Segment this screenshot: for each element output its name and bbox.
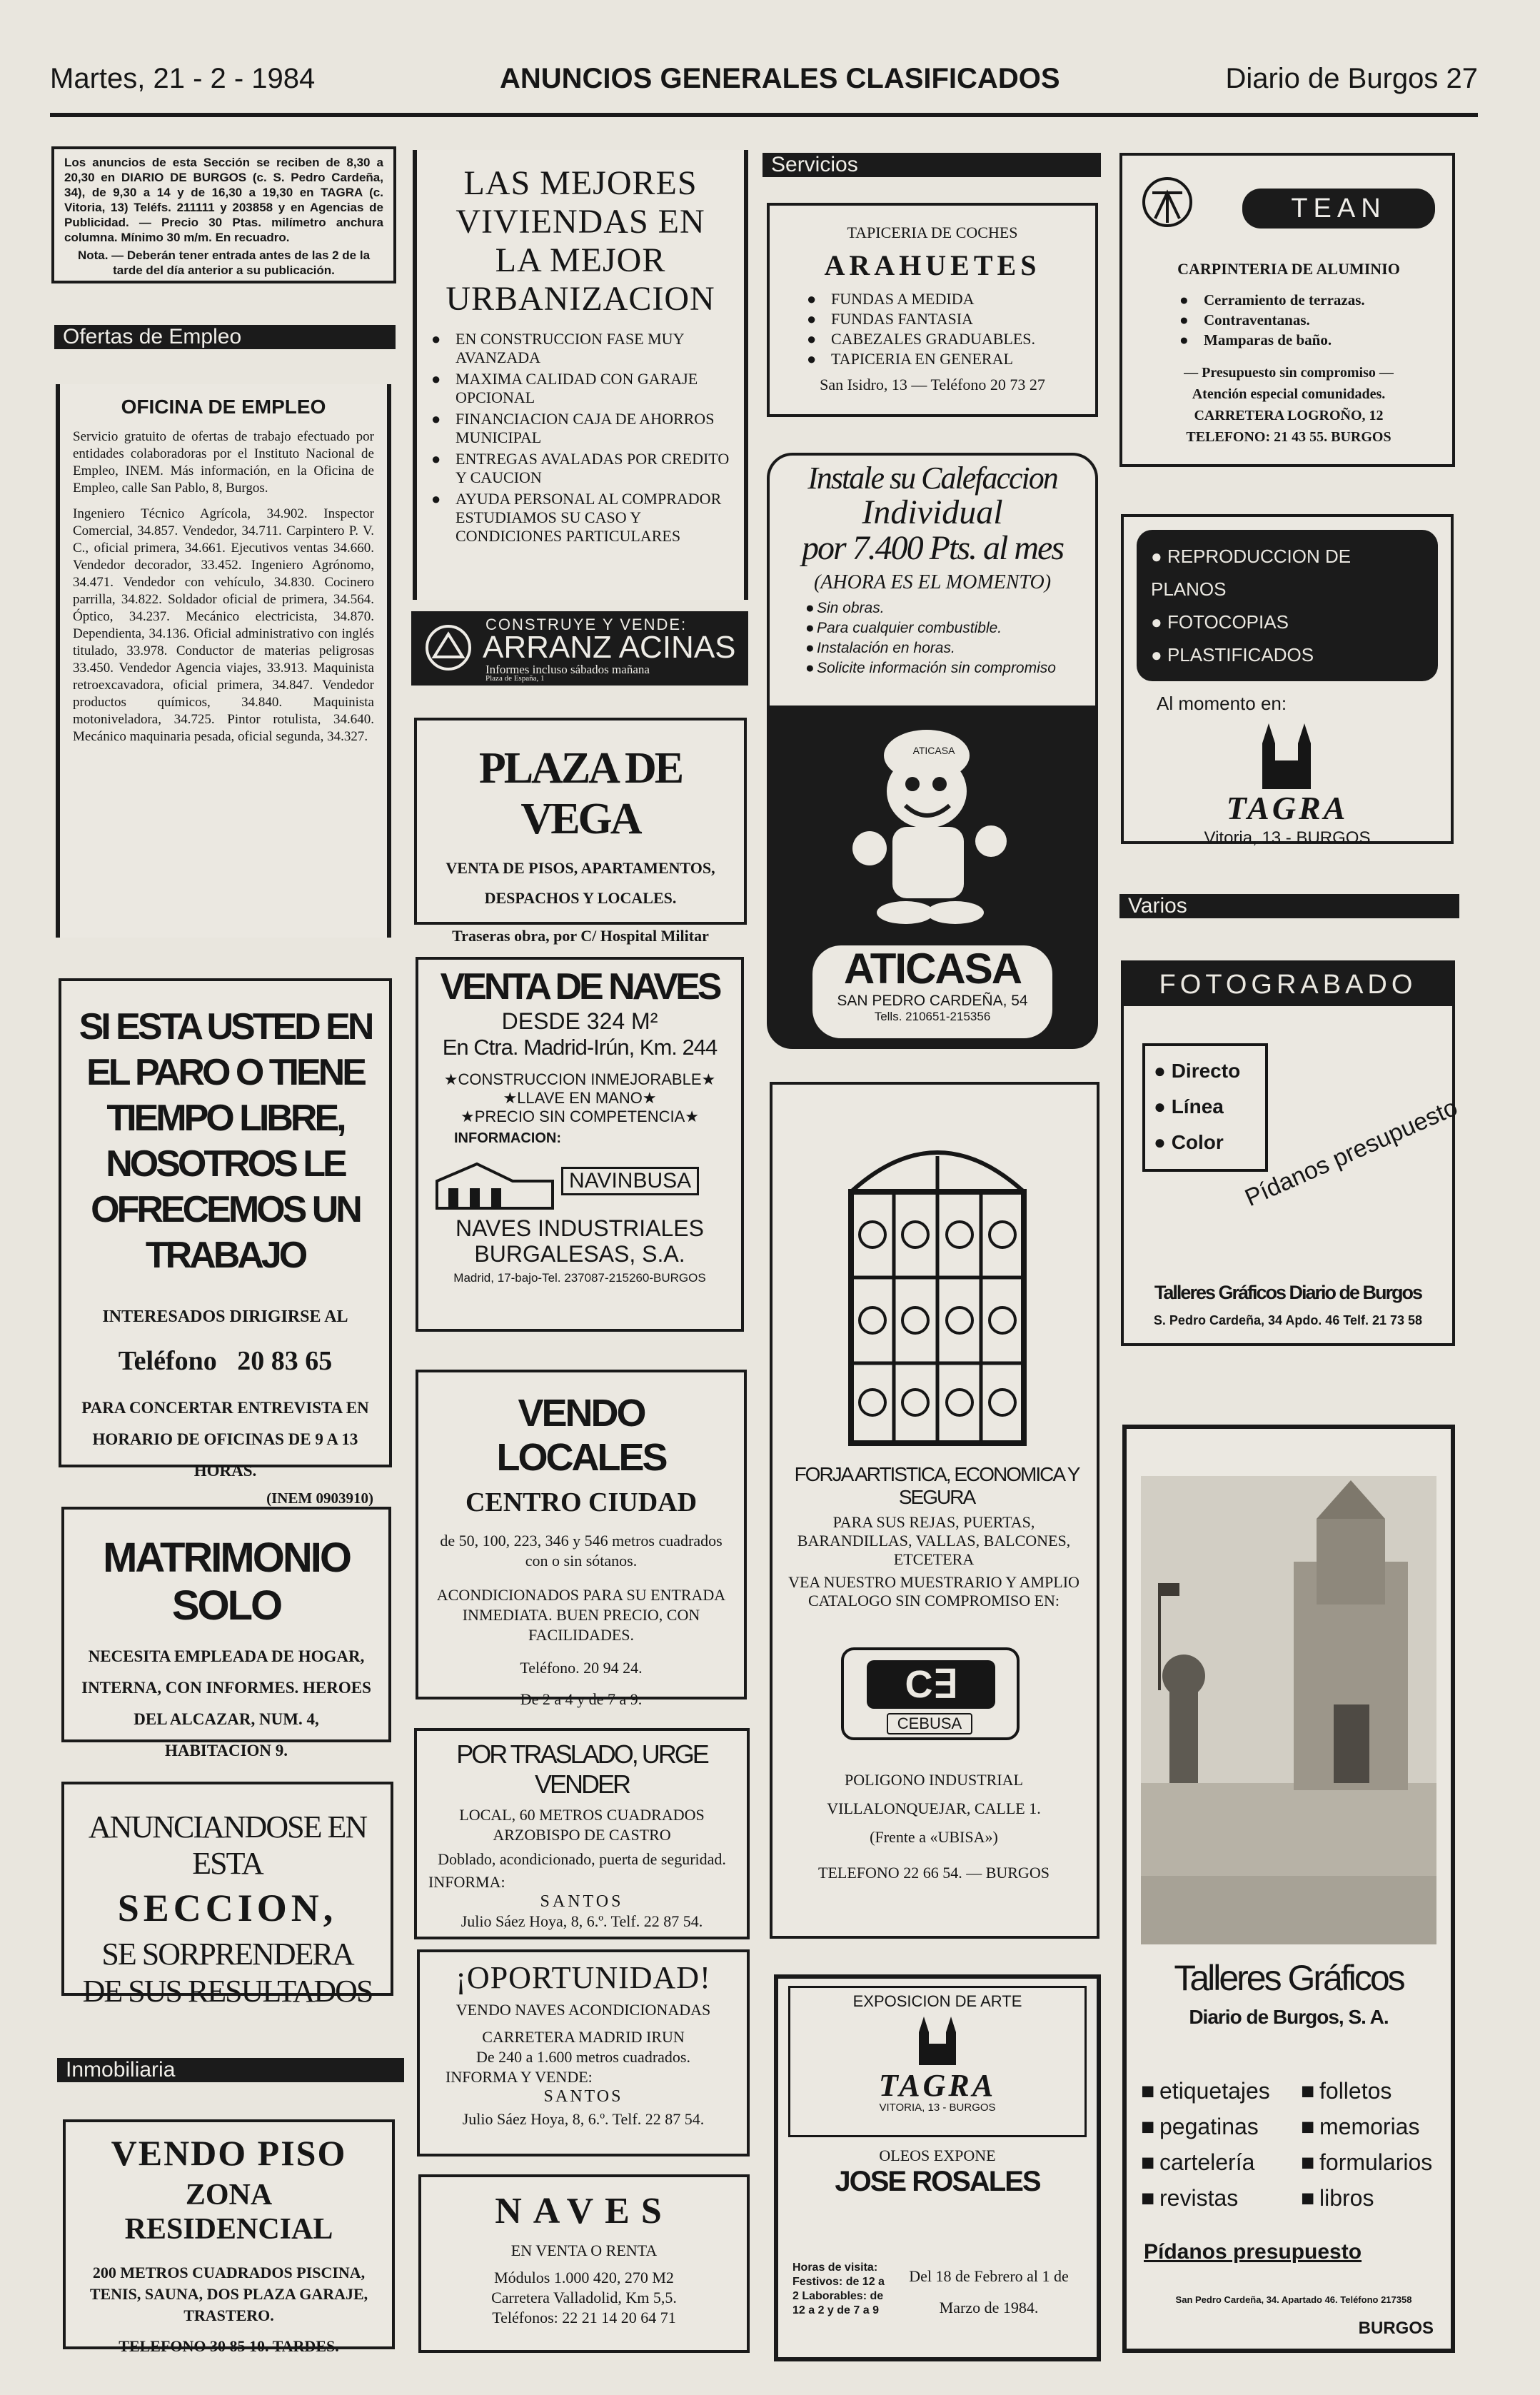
tean-l4: TELEFONO: 21 43 55. BURGOS [1186,429,1391,445]
forja-title: FORJA ARTISTICA, ECONOMICA Y SEGURA [794,1463,1079,1508]
arranz-name: ARRANZ ACINAS [483,630,736,665]
mejores-viviendas-ad [413,150,748,600]
repro-item-1-text: FOTOCOPIAS [1167,611,1289,633]
traslado-ad [414,1728,750,1939]
forja-p1: POLIGONO INDUSTRIAL [845,1771,1023,1789]
tean-list [1179,288,1365,351]
mejores-list [431,330,730,546]
vendo-piso-ad [63,2119,395,2355]
mascot-cap-text: ATICASA [912,745,955,756]
locales-title: VENDO LOCALES [496,1392,666,1479]
section-bar-empleo: Ofertas de Empleo [54,325,396,349]
foto-name: Talleres Gráficos Diario de Burgos [1154,1282,1422,1303]
cebusa-logo [841,1647,1020,1740]
tean-l1: — Presupuesto sin compromiso — [1184,365,1394,381]
oportunidad-l1: VENDO NAVES ACONDICIONADAS [456,2001,711,2019]
tean-logo: TEAN [1242,189,1435,229]
newspaper-page: Diario de Burgos 27 [1225,63,1478,94]
naves-venta-b1: ★CONSTRUCCION INMEJORABLE★ [443,1070,716,1088]
anunciandose-l3: SE SORPRENDERA DE SUS RESULTADOS [82,1937,373,2009]
list-item: ● AYUDA PERSONAL AL COMPRADOR ESTUDIAMOS SU CASO Y CONDICIONES PARTICULARES [431,490,730,546]
oportunidad-l3: De 240 a 1.600 metros cuadrados. [476,2048,690,2066]
talleres-sub: Diario de Burgos, S. A. [1189,2006,1389,2028]
naves-venta-info: INFORMACION: [454,1130,561,1146]
list-item: ● Cerramiento de terrazas. [1179,291,1365,308]
naves-ad [418,2174,750,2353]
cathedral-icon [1258,722,1315,790]
list-item: ● MAXIMA CALIDAD CON GARAJE OPCIONAL [431,370,730,407]
expo-hours: Horas de visita: Festivos: de 12 a 2 Laborables: de 12 a 2 y de 7 a 9 [792,2261,885,2316]
oportunidad-addr: Julio Sáez Hoya, 8, 6.º. Telf. 22 87 54. [462,2110,705,2128]
cebusa-text: CEBUSA [887,1713,972,1734]
oficina-empleo-ad [56,384,391,938]
exposicion-ad [774,1974,1101,2361]
matrimonio-text: NECESITA EMPLEADA DE HOGAR, INTERNA, CON INFORMES. HEROES DEL ALCAZAR, NUM. 4, HABITACION 9. [81,1647,371,1759]
foto-opt-0: ● Directo [1154,1060,1241,1082]
plaza-vega-ad [414,718,747,945]
matrimonio-ad [61,1507,391,1759]
list-item: ● ENTREGAS AVALADAS POR CREDITO Y CAUCION [431,450,730,487]
calef-l1: Instale su Calefaccion [807,461,1057,496]
traslado-l1: LOCAL, 60 METROS CUADRADOS ARZOBISPO DE CASTRO [459,1806,705,1844]
issue-date: Martes, 21 - 2 - 1984 [50,63,316,94]
calef-l2: Individual [862,493,1003,531]
repro-item-2-text: PLASTIFICADOS [1167,644,1314,666]
paro-l2: PARA CONCERTAR ENTREVISTA EN HORARIO DE OFICINAS DE 9 A 13 HORAS. [81,1399,369,1480]
section-bar-varios: Varios [1119,894,1459,918]
mejores-title: LAS MEJORES VIVIENDAS EN LA MEJOR URBANIZACION [446,164,715,318]
piso-phone: TELEFONO 30 85 10. TARDES. [119,2337,339,2355]
list-item: ● CABEZALES GRADUABLES. [807,331,1079,348]
tapiceria-list [807,291,1079,368]
anunciandose-l2: SECCION, [117,1887,338,1929]
paro-ref: (INEM 0903910) [266,1490,373,1507]
tean-l3: CARRETERA LOGROÑO, 12 [1194,408,1384,423]
foto-opt-1-text: Línea [1171,1095,1224,1118]
arranz-banner [411,611,748,686]
repro-item-2: ● PLASTIFICADOS [1151,644,1314,666]
expo-top: EXPOSICION DE ARTE [852,1992,1022,2010]
aticasa-tel: Tells. 210651-215356 [874,1010,991,1023]
notice-box [51,146,396,283]
vendo-locales-ad [416,1370,747,1708]
tean-ad [1119,153,1455,467]
notice-note: Nota. — Deberán tener entrada antes de las 2 de la tarde del día anterior a su publicación. [77,248,371,277]
calef-l4: (AHORA ES EL MOMENTO) [813,571,1052,593]
list-item: ● Contraventanas. [1179,311,1365,328]
arranz-top: CONSTRUYE Y VENDE: [485,616,688,633]
naves-l1: EN VENTA O RENTA [510,2241,658,2259]
traslado-addr: Julio Sáez Hoya, 8, 6.º. Telf. 22 87 54. [461,1912,703,1930]
navinbusa-logo [426,1150,734,1215]
reproduccion-ad [1121,514,1454,848]
naves-l2: Módulos 1.000 420, 270 M2 [494,2269,674,2286]
forja-ad [770,1082,1099,1939]
talleres-city: BURGOS [1358,2319,1434,2338]
expo-dates: Del 18 de Febrero al 1 de Marzo de 1984. [909,2267,1069,2316]
naves-venta-l1: DESDE 324 M² [501,1008,658,1034]
notice-text: Los anuncios de esta Sección se reciben de 8,30 a 20,30 en DIARIO DE BURGOS (c. S. Pedro Cardeña, 34), de 9,30 a 14 y de 16,30 a 19,30 en TAGRA (c. Vitoria, 13) Teléfs. 211111 y 203858 y en Agencias de Publicidad. — Precio 30 Ptas. milímetro anchura columna. Mínimo 30 m/m. En recuadro. [64,156,383,244]
paro-phone-line [77,1345,373,1377]
repro-logo: TAGRA [1226,790,1349,826]
list-item: ● Solicite información sin compromiso [805,660,1088,677]
exposicion-header [788,1986,1087,2137]
locales-phone: Teléfono. 20 94 24. [520,1659,643,1677]
talleres-cta: Pídanos presupuesto [1144,2240,1362,2264]
repro-item-1: ● FOTOCOPIAS [1151,611,1289,633]
foto-opt-1: ● Línea [1154,1095,1224,1118]
foto-opt-2-text: Color [1171,1131,1224,1153]
vega-l1: VENTA DE PISOS, APARTAMENTOS, DESPACHOS Y LOCALES. [446,859,715,907]
tean-l2: Atención especial comunidades. [1192,386,1386,402]
piso-title: VENDO PISO [111,2133,347,2173]
naves-l3: Carretera Valladolid, Km 5,5. [491,2289,677,2306]
forja-l2: VEA NUESTRO MUESTRARIO Y AMPLIO CATALOGO SIN COMPROMISO EN: [788,1573,1079,1610]
expo-name: JOSE ROSALES [835,2166,1040,2197]
list-item: ● Para cualquier combustible. [805,620,1088,637]
locales-sub: CENTRO CIUDAD [465,1487,698,1517]
naves-venta-l2: En Ctra. Madrid-Irún, Km. 244 [442,1035,718,1060]
aticasa-logo [812,945,1052,1038]
paro-l1: INTERESADOS DIRIGIRSE AL [102,1307,348,1326]
cathedral-photo [1141,1476,1436,1944]
page-header [50,63,1478,113]
tapiceria-top: TAPICERIA DE COCHES [847,224,1018,241]
talleres-ad [1122,1425,1455,2353]
tean-title: CARPINTERIA DE ALUMINIO [1177,260,1400,278]
list-item: ■ revistas [1141,2181,1270,2214]
tapiceria-ad [767,203,1098,417]
naves-venta-b3: ★PRECIO SIN COMPETENCIA★ [460,1108,700,1125]
list-item: ■ memorias [1301,2110,1432,2143]
paro-title: SI ESTA USTED EN EL PARO O TIENE TIEMPO LIBRE, NOSOTROS LE OFRECEMOS UN TRABAJO [79,1006,372,1276]
factory-icon [434,1153,555,1210]
naves-phone: Teléfonos: 22 21 14 20 64 71 [492,2309,676,2326]
calef-l3: por 7.400 Pts. al mes [802,529,1063,567]
tapiceria-name: ARAHUETES [824,249,1041,281]
tean-emblem-icon [1141,176,1194,229]
naves-venta-addr: Madrid, 17-bajo-Tel. 237087-215260-BURGOS [453,1271,706,1285]
cebusa-emblem: C∃ [867,1660,995,1709]
traslado-title: POR TRASLADO, URGE VENDER [456,1739,708,1799]
forja-tel: TELEFONO 22 66 54. — BURGOS [818,1864,1050,1882]
list-item: ● Instalación en horas. [805,640,1088,657]
header-rule [50,113,1478,117]
piso-text: 200 METROS CUADRADOS PISCINA, TENIS, SAUNA, DOS PLAZA GARAJE, TRASTERO. [89,2264,368,2324]
oficina-title: OFICINA DE EMPLEO [121,396,326,418]
oportunidad-l2: CARRETERA MADRID IRUN [482,2028,685,2046]
aticasa-brand: ATICASA [843,945,1022,993]
oficina-list: Ingeniero Técnico Agrícola, 34.902. Inspector Comercial, 34.857. Vendedor, 34.711. Carpintero P. V. C., oficial primera, 34.661. Ejecutivos ventas 34.660. Vendedor decorador, 33.452. Ingeniero Agrónomo, 34.471. Vendedor con vehículo, 34.830. Cocinero parrilla, 34.822. Soldador oficial de primera, 34.564. Óptico, 34.237. Mecánico electricista, 34.870. Dependienta, 34.136. Oficial administrativo con inglés titulado, 33.978. Conductor de materias peligrosas 33.450. Vendedor Agencia viajes, 33.913. Maquinista retroexcavadora, oficial primera, 34.847. Vendedor productos químicos, 34.840. Maquinista motoniveladora, 34.725. Pintor rotulista, 34.640. Mecánico maquinaria pesada, oficial segunda, 34.327. [73,506,374,744]
naves-venta-b2: ★LLAVE EN MANO★ [503,1089,657,1107]
matrimonio-title: MATRIMONIO SOLO [103,1535,350,1629]
foto-opt-0-text: Directo [1171,1060,1241,1082]
anunciandose-ad [61,1782,393,2009]
foto-opt-2: ● Color [1154,1131,1224,1153]
oportunidad-name: SANTOS [543,2087,623,2106]
locales-hours: De 2 a 4 y de 7 a 9. [520,1690,643,1708]
expo-l1: OLEOS EXPONE [879,2147,996,2164]
venta-naves-ad [416,957,744,1332]
locales-l1: de 50, 100, 223, 346 y 546 metros cuadrados con o sin sótanos. [440,1532,723,1570]
traslado-l3: INFORMA: [428,1873,505,1891]
talleres-col2 [1301,2072,1432,2217]
repro-item-0: ● REPRODUCCION DE PLANOS [1151,546,1352,600]
talleres-col1 [1141,2072,1270,2217]
anunciandose-l1: ANUNCIANDOSE EN ESTA [88,1809,367,1881]
list-item: ■ libros [1301,2181,1432,2214]
section-bar-inmobiliaria: Inmobiliaria [57,2058,404,2082]
cathedral-icon [916,2014,959,2067]
piso-subtitle: ZONA RESIDENCIAL [124,2179,333,2246]
list-item: ● TAPICERIA EN GENERAL [807,351,1079,368]
traslado-l2: Doblado, acondicionado, puerta de seguridad. [438,1850,726,1868]
expo-logo-sub: VITORIA, 13 - BURGOS [879,2102,996,2114]
section-title: ANUNCIOS GENERALES CLASIFICADOS [500,63,1060,94]
forja-p3: (Frente a «UBISA») [870,1828,998,1846]
vega-title: PLAZA DE VEGA [478,744,683,843]
list-item: ● FINANCIACION CAJA DE AHORROS MUNICIPAL [431,410,730,447]
talleres-addr: San Pedro Cardeña, 34. Apartado 46. Teléfono 217358 [1175,2294,1412,2305]
calefaccion-ad [767,453,1098,1049]
oficina-intro: Servicio gratuito de ofertas de trabajo efectuado por entidades colaboradoras por el Instituto Nacional de Empleo, INEM. Más información, en la Oficina de Empleo, calle San Pablo, 8, Burgos. [73,429,374,496]
list-item: ● Mamparas de baño. [1179,331,1365,348]
vega-l2: Traseras obra, por C/ Hospital Militar [452,927,709,945]
repro-item-0-text: REPRODUCCION DE PLANOS [1151,546,1352,600]
naves-venta-company: NAVES INDUSTRIALES BURGALESAS, S.A. [456,1215,704,1267]
section-bar-servicios: Servicios [763,153,1101,177]
arranz-sub: Informes incluso sábados mañana [485,663,650,676]
forja-p2: VILLALONQUEJAR, CALLE 1. [827,1799,1041,1817]
oportunidad-title: ¡OPORTUNIDAD! [456,1960,711,1995]
repro-addr: Vitoria, 13 - BURGOS [1204,828,1371,848]
repro-l1: Al momento en: [1157,693,1287,714]
list-item: ■ folletos [1301,2074,1432,2107]
traslado-name: SANTOS [540,1892,624,1911]
paro-phone-label: Teléfono [118,1346,217,1376]
fotograbado-ad [1121,960,1462,1346]
mascot-illustration [827,713,1041,927]
navinbusa-text: NAVINBUSA [561,1167,699,1195]
paro-ad [59,978,392,1507]
arranz-addr: Plaza de España, 1 [485,674,545,683]
calef-list [805,600,1088,677]
foto-options [1142,1043,1268,1172]
wrought-iron-gate-illustration [844,1113,1031,1449]
tapiceria-addr: San Isidro, 13 — Teléfono 20 73 27 [820,376,1045,393]
oportunidad-ad [417,1949,750,2156]
calefaccion-head [770,456,1095,706]
paro-phone: 20 83 65 [237,1346,333,1376]
list-item: ● FUNDAS A MEDIDA [807,291,1079,308]
list-item: ● EN CONSTRUCCION FASE MUY AVANZADA [431,330,730,367]
list-item: ■ pegatinas [1141,2110,1270,2143]
list-item: ■ etiquetajes [1141,2074,1270,2107]
foto-cta: Pídanos presupuesto [1241,1093,1462,1212]
foto-addr: S. Pedro Cardeña, 34 Apdo. 46 Telf. 21 73 58 [1153,1313,1423,1327]
list-item: ● Sin obras. [805,600,1088,617]
list-item: ● FUNDAS FANTASIA [807,311,1079,328]
reproduccion-panel [1137,530,1438,681]
foto-title: FOTOGRABADO [1124,963,1452,1006]
forja-l1: PARA SUS REJAS, PUERTAS, BARANDILLAS, VALLAS, BALCONES, ETCETERA [797,1513,1071,1568]
naves-venta-title: VENTA DE NAVES [440,966,720,1008]
naves-title: NAVES [495,2191,673,2231]
locales-l2: ACONDICIONADOS PARA SU ENTRADA INMEDIATA. BUEN PRECIO, CON FACILIDADES. [436,1586,726,1644]
aticasa-addr: SAN PEDRO CARDEÑA, 54 [837,993,1028,1009]
expo-logo: TAGRA [878,2068,997,2103]
oportunidad-l4: INFORMA Y VENDE: [446,2068,593,2086]
talleres-title: Talleres Gráficos [1174,1958,1404,1998]
list-item: ■ formularios [1301,2146,1432,2179]
arranz-logo [424,620,473,676]
list-item: ■ cartelería [1141,2146,1270,2179]
